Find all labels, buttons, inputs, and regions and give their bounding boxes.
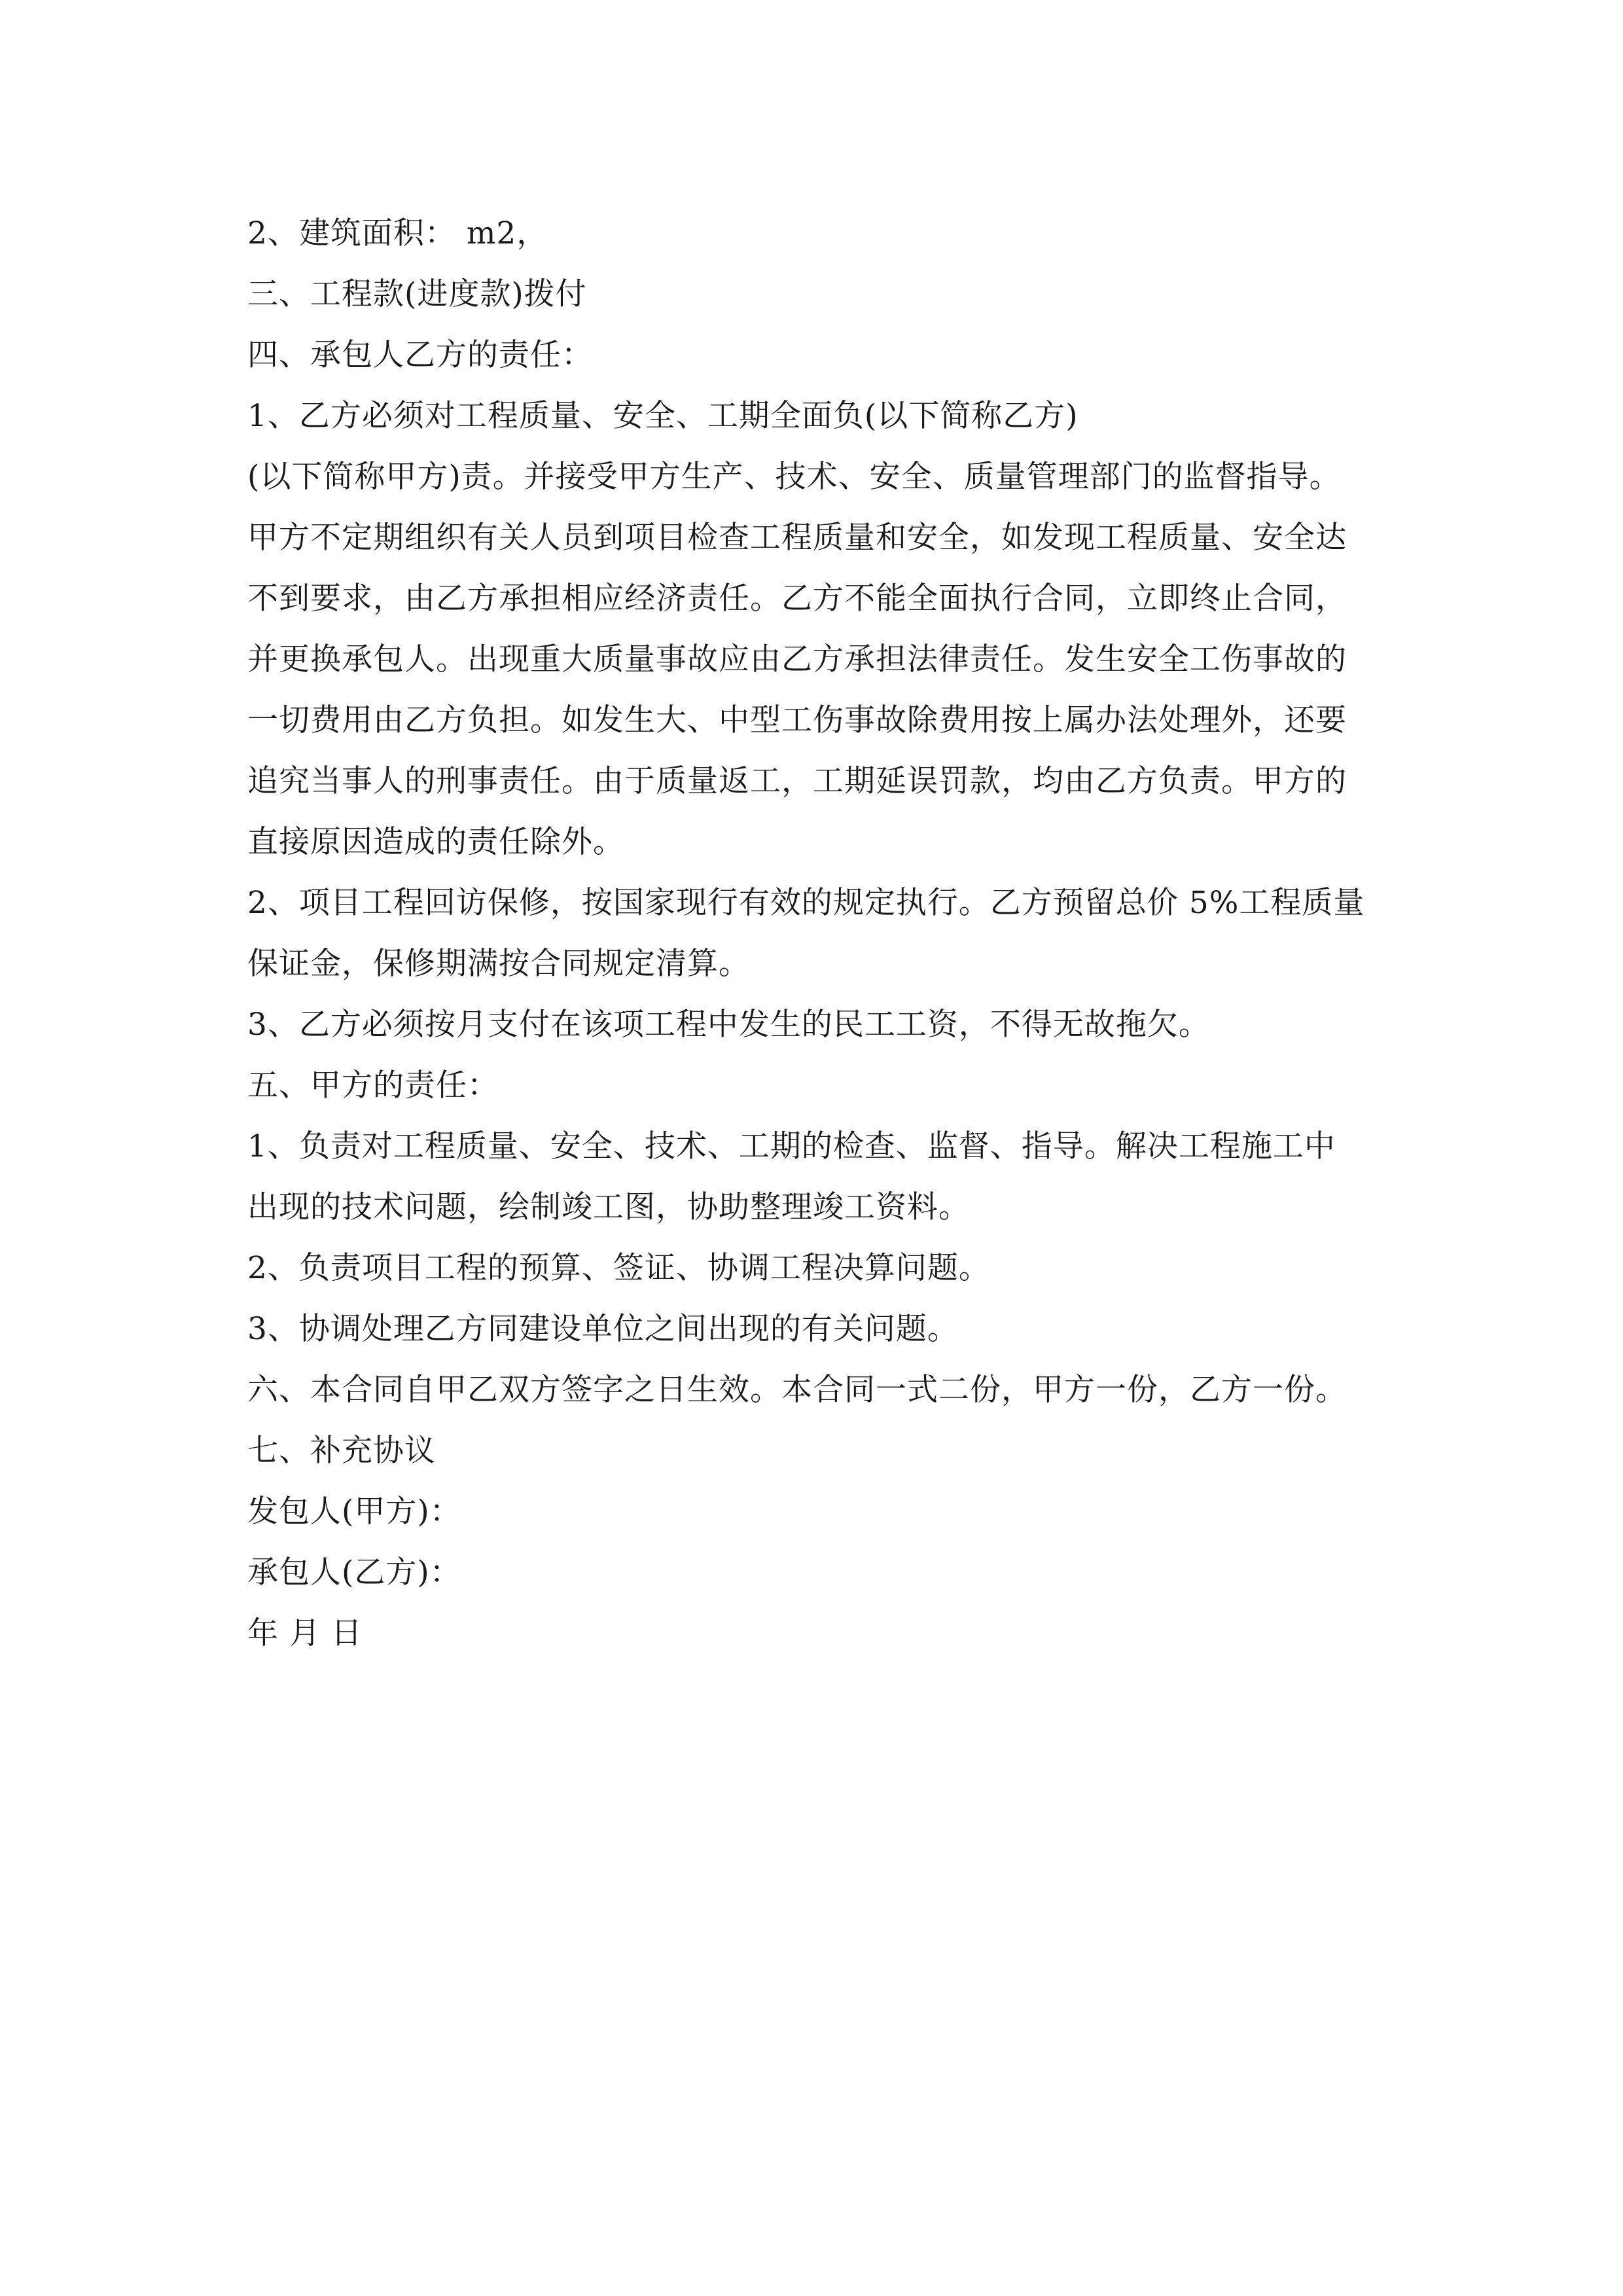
text-line: 2、项目工程回访保修，按国家现行有效的规定执行。乙方预留总价 5%工程质量: [247, 885, 1365, 921]
signature-party-a: 发包人(甲方)：: [247, 1494, 461, 1530]
signature-party-b: 承包人(乙方)：: [247, 1554, 461, 1590]
text-line: 不到要求，由乙方承担相应经济责任。乙方不能全面执行合同，立即终止合同，: [247, 581, 1347, 617]
section-heading: 七、补充协议: [247, 1433, 436, 1469]
text-line: 追究当事人的刑事责任。由于质量返工，工期延误罚款，均由乙方负责。甲方的: [247, 763, 1347, 799]
document-body: [247, 203, 1425, 1664]
text-line: 3、协调处理乙方同建设单位之间出现的有关问题。: [247, 1311, 959, 1347]
text-line: 3、乙方必须按月支付在该项工程中发生的民工工资，不得无故拖欠。: [247, 1007, 1210, 1043]
section-heading: 六、本合同自甲乙双方签字之日生效。本合同一式二份，甲方一份，乙方一份。: [247, 1372, 1347, 1408]
section-heading: 五、甲方的责任：: [247, 1067, 499, 1103]
text-line: 2、负责项目工程的预算、签证、协调工程决算问题。: [247, 1250, 990, 1286]
text-line: 保证金，保修期满按合同规定清算。: [247, 946, 750, 982]
text-line: 2、建筑面积： m2，: [247, 215, 548, 251]
text-line: 甲方不定期组织有关人员到项目检查工程质量和安全，如发现工程质量、安全达: [247, 520, 1347, 556]
section-heading: 四、承包人乙方的责任：: [247, 337, 593, 373]
text-line: 出现的技术问题，绘制竣工图，协助整理竣工资料。: [247, 1189, 970, 1225]
text-line: 1、乙方必须对工程质量、安全、工期全面负(以下简称乙方): [247, 398, 1079, 434]
text-line: 直接原因造成的责任除外。: [247, 824, 624, 860]
section-heading: 三、工程款(进度款)拨付: [247, 276, 587, 312]
text-line: 一切费用由乙方负担。如发生大、中型工伤事故除费用按上属办法处理外，还要: [247, 702, 1347, 738]
signature-date: 年 月 日: [247, 1615, 363, 1651]
text-line: 1、负责对工程质量、安全、技术、工期的检查、监督、指导。解决工程施工中: [247, 1128, 1336, 1164]
text-line: 并更换承包人。出现重大质量事故应由乙方承担法律责任。发生安全工伤事故的: [247, 641, 1347, 677]
text-line: (以下简称甲方)责。并接受甲方生产、技术、安全、质量管理部门的监督指导。: [247, 459, 1341, 495]
